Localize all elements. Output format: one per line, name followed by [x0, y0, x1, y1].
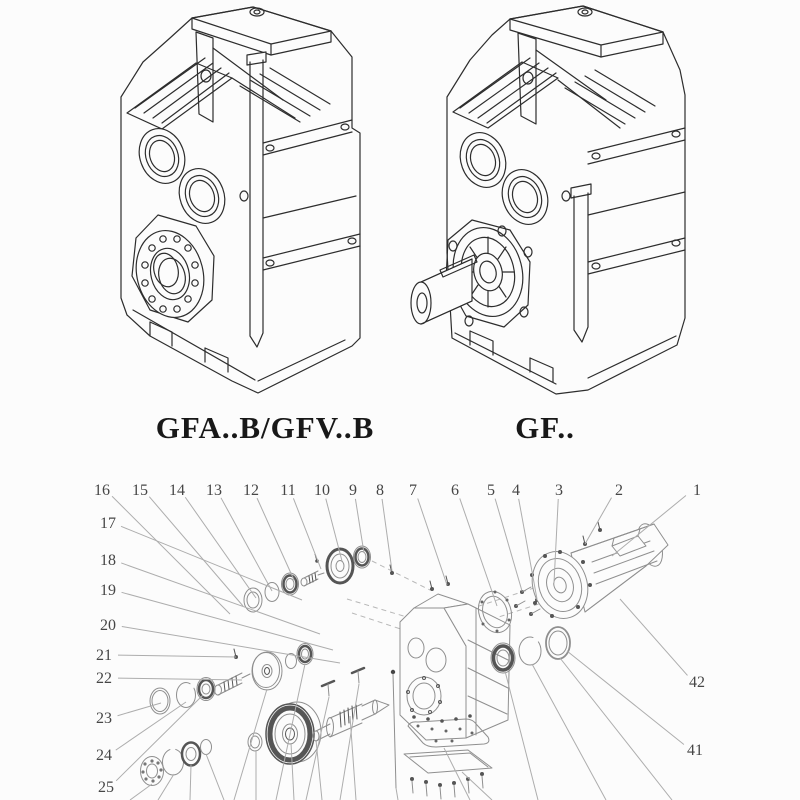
leader-line-41 — [567, 651, 684, 744]
leader-line-25 — [116, 695, 203, 781]
cutoff-leader-1 — [158, 774, 174, 800]
leader-line-4 — [519, 499, 537, 599]
callout-number-42: 42 — [689, 674, 705, 691]
callout-number-5: 5 — [487, 482, 495, 499]
leader-line-22 — [118, 678, 242, 680]
callout-number-12: 12 — [243, 482, 259, 499]
leader-line-6 — [460, 498, 497, 606]
callout-number-16: 16 — [94, 482, 110, 499]
callout-number-2: 2 — [615, 482, 623, 499]
callout-number-19: 19 — [100, 582, 116, 599]
motor-assembly — [524, 521, 668, 626]
callout-number-7: 7 — [409, 482, 417, 499]
upper-shaft-parts — [244, 546, 394, 612]
callout-number-10: 10 — [314, 482, 330, 499]
callout-number-1: 1 — [693, 482, 701, 499]
leader-line-24 — [116, 702, 186, 750]
leader-line-18 — [121, 563, 320, 634]
cutoff-leader-11 — [340, 684, 359, 800]
gearbox-left-drawing — [121, 7, 360, 393]
callout-number-24: 24 — [96, 747, 112, 764]
model-label-right: GF.. — [515, 410, 575, 445]
leader-line-20 — [122, 626, 340, 663]
callout-number-22: 22 — [96, 670, 112, 687]
callout-number-20: 20 — [100, 617, 116, 634]
cutoff-leader-9 — [350, 716, 356, 800]
cutoff-leader-14 — [532, 664, 606, 800]
leader-line-8 — [382, 499, 392, 571]
callout-number-9: 9 — [349, 482, 357, 499]
leader-line-14 — [185, 497, 256, 598]
cutoff-leader-16 — [444, 748, 470, 800]
gearbox-right-drawing — [411, 6, 685, 394]
callout-number-25: 25 — [98, 779, 114, 796]
callout-number-13: 13 — [206, 482, 222, 499]
leader-line-12 — [257, 498, 294, 580]
callout-number-41: 41 — [687, 742, 703, 759]
callout-number-6: 6 — [451, 482, 459, 499]
leader-line-16 — [112, 496, 230, 614]
callout-number-4: 4 — [512, 482, 520, 499]
cutoff-leader-17 — [462, 772, 492, 800]
callout-number-17: 17 — [100, 515, 116, 532]
leader-line-2 — [585, 498, 612, 544]
leader-line-9 — [355, 499, 364, 553]
callout-number-23: 23 — [96, 710, 112, 727]
leader-line-42 — [620, 599, 687, 675]
cutoff-leader-15 — [560, 658, 672, 800]
cutoff-leader-12 — [396, 788, 398, 800]
leader-line-5 — [495, 499, 522, 591]
leader-line-21 — [118, 655, 236, 657]
leader-line-7 — [418, 498, 447, 585]
callout-number-11: 11 — [280, 482, 296, 499]
callout-number-8: 8 — [376, 482, 384, 499]
cutoff-leader-3 — [206, 754, 224, 800]
cover-bolts — [410, 772, 484, 799]
cutoff-leader-2 — [190, 765, 191, 800]
callout-number-15: 15 — [132, 482, 148, 499]
cutoff-leader-0 — [130, 784, 152, 800]
exploded-view — [94, 482, 705, 800]
leader-line-11 — [293, 498, 321, 569]
callout-number-14: 14 — [169, 482, 185, 499]
callout-number-21: 21 — [96, 647, 112, 664]
output-pinion-and-fasteners — [313, 668, 396, 788]
callout-number-18: 18 — [100, 552, 116, 569]
model-label-left: GFA..B/GFV..B — [155, 410, 375, 445]
cutoff-leader-13 — [505, 671, 538, 800]
callout-number-3: 3 — [555, 482, 563, 499]
